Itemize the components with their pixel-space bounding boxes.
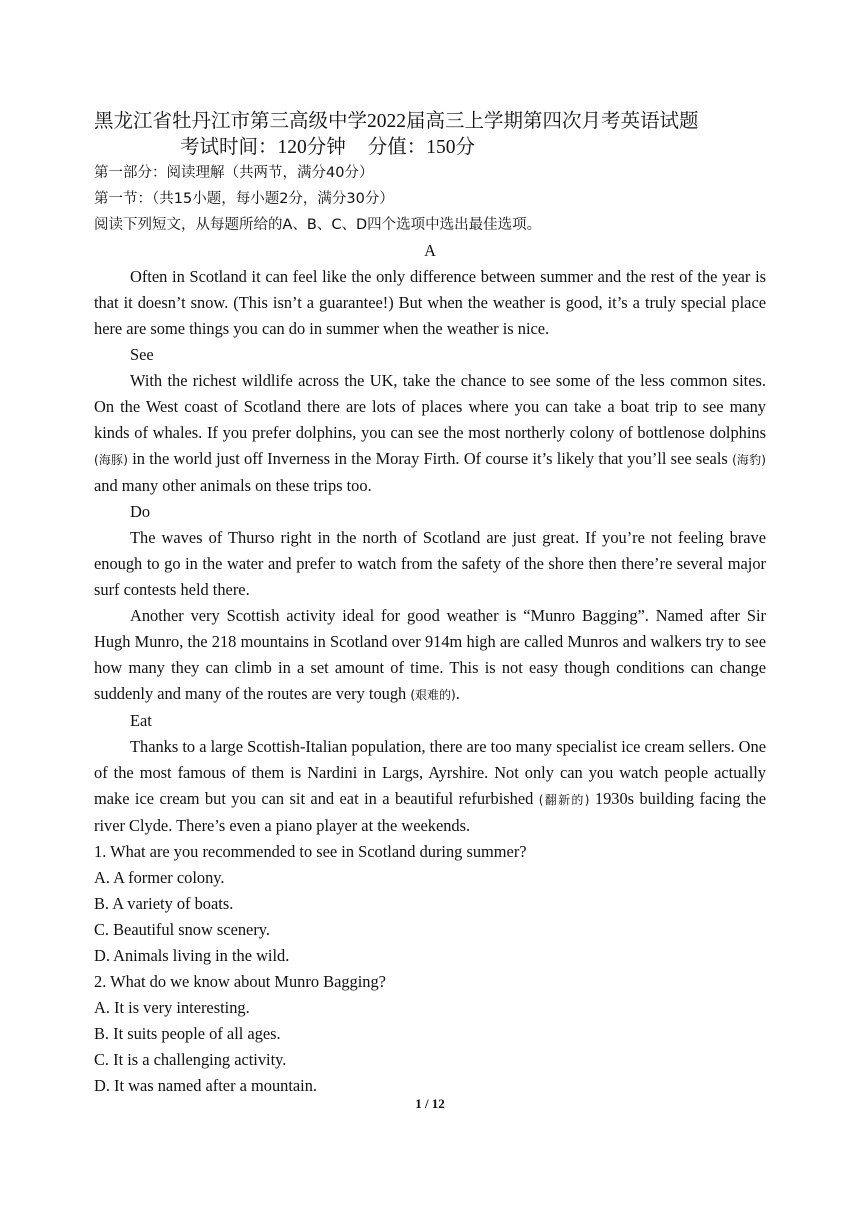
question-option: C. It is a challenging activity.	[94, 1050, 287, 1069]
see-paragraph	[94, 368, 766, 499]
question-option: D. It was named after a mountain.	[94, 1076, 318, 1095]
see-text-1: With the richest wildlife across the UK, take the chance to see some of the less common sites. On the West coast of Scotland there are lots of places where you can take a boat trip to see many kinds of whales. If you prefer dolphins, you can see the most northerly colony of bottlenose dolphins	[94, 371, 766, 442]
page-number: 1 / 12	[415, 1096, 445, 1111]
document-body	[94, 160, 766, 1099]
see-text-3: and many other animals on these trips too.	[94, 476, 372, 495]
do-heading: Do	[130, 502, 151, 521]
see-heading: See	[130, 345, 154, 364]
do-note-tough: (艰难的)	[410, 688, 456, 702]
eat-paragraph	[94, 734, 766, 839]
question-option: C. Beautiful snow scenery.	[94, 920, 271, 939]
question-option: A. A former colony.	[94, 868, 225, 887]
question-option: B. A variety of boats.	[94, 894, 234, 913]
question-option: B. It suits people of all ages.	[94, 1024, 281, 1043]
eat-text-b: 1930s building facing the river Clyde. There’s even a piano player at the weekends.	[94, 789, 766, 835]
question-option: A. It is very interesting.	[94, 998, 250, 1017]
eat-note-refurbished: (翻新的)	[538, 793, 590, 807]
question-stem: 1. What are you recommended to see in Scotland during summer?	[94, 842, 527, 861]
do-text-b: .	[455, 684, 460, 703]
eat-heading: Eat	[130, 711, 152, 730]
exam-info	[180, 135, 475, 161]
do-paragraph-1: The waves of Thurso right in the north of Scotland are just great. If you’re not feeling brave enough to go in the water and prefer to watch from the safety of the shore then there’re several major surf contests held there.	[94, 528, 766, 599]
do-text-a: Another very Scottish activity ideal for good weather is “Munro Bagging”. Named after Sir Hugh Munro, the 218 mountains in Scotland over 914m high are called Munros and walkers try to see how many they can climb in a set amount of time. This is not easy though conditions can change suddenly and many of the routes are very tough	[94, 606, 766, 703]
directions: 阅读下列短文，从每题所给的A、B、C、D四个选项中选出最佳选项。	[94, 217, 542, 233]
question-stem: 2. What do we know about Munro Bagging?	[94, 972, 386, 991]
passage-intro: Often in Scotland it can feel like the only difference between summer and the rest of the year is that it doesn’t snow. (This isn’t a guarantee!) But when the weather is good, it’s a truly special place here are some things you can do in summer when the weather is nice.	[94, 267, 766, 338]
exam-title: 黑龙江省牡丹江市第三高级中学2022届高三上学期第四次月考英语试题	[94, 111, 699, 132]
question-option: D. Animals living in the wild.	[94, 946, 290, 965]
eat-text-a: Thanks to a large Scottish-Italian population, there are too many specialist ice cream sellers. One of the most famous of them is Nardini in Largs, Ayrshire. Not only can you watch people actually make ice cream but you can sit and eat in a beautiful refurbished	[94, 737, 766, 808]
exam-time: 考试时间：120分钟	[180, 137, 346, 158]
see-note-dolphin: (海豚)	[94, 453, 128, 467]
section-heading: 第一节：（共15小题，每小题2分，满分30分）	[94, 191, 394, 207]
passage-label: A	[424, 241, 436, 260]
see-note-seal: (海豹)	[732, 453, 766, 467]
see-text-2: in the world just off Inverness in the Moray Firth. Of course it’s likely that you’ll see seals	[132, 449, 728, 468]
exam-score: 分值：150分	[367, 137, 476, 158]
part-heading: 第一部分：阅读理解（共两节，满分40分）	[94, 165, 374, 181]
do-paragraph-2	[94, 603, 766, 708]
